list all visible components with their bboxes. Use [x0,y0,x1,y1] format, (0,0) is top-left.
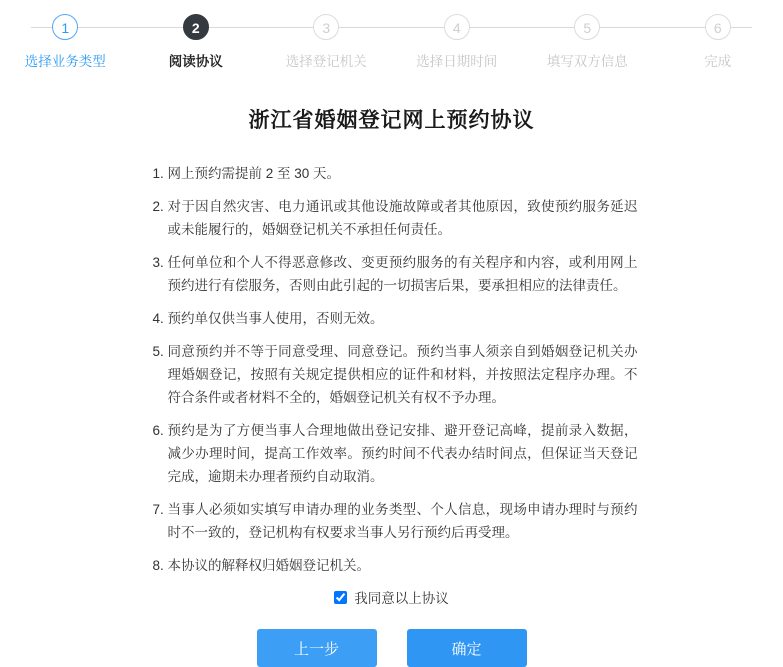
progress-stepper [0,0,783,78]
list-item: 1. 网上预约需提前 2 至 30 天。 [168,162,638,185]
agreement-terms-list [146,162,638,577]
previous-step-button[interactable]: 上一步 [257,629,377,667]
step-number-1: 1 [52,14,78,40]
step-item-4[interactable] [392,0,523,70]
step-number-3: 3 [313,14,339,40]
page-title: 浙江省婚姻登记网上预约协议 [0,104,783,134]
step-number-2: 2 [183,14,209,40]
agree-checkbox-row[interactable] [0,587,783,607]
step-label-3: 选择登记机关 [286,50,367,70]
step-item-3[interactable] [261,0,392,70]
step-label-2: 阅读协议 [169,50,223,70]
list-item: 5. 同意预约并不等于同意受理、同意登记。预约当事人须亲自到婚姻登记机关办理婚姻登记，按照有关规定提供相应的证件和材料，并按照法定程序办理。不符合条件或者材料不全的，婚姻登记机关有权不予办理。 [168,340,638,409]
action-buttons [0,629,783,667]
list-item: 4. 预约单仅供当事人使用，否则无效。 [168,307,638,330]
step-number-5: 5 [574,14,600,40]
list-item: 7. 当事人必须如实填写申请办理的业务类型、个人信息，现场申请办理时与预约时不一致的，登记机构有权要求当事人另行预约后再受理。 [168,498,638,544]
list-item: 8. 本协议的解释权归婚姻登记机关。 [168,554,638,577]
step-label-6: 完成 [704,50,731,70]
list-item: 2. 对于因自然灾害、电力通讯或其他设施故障或者其他原因，致使预约服务延迟或未能履行的，婚姻登记机关不承担任何责任。 [168,195,638,241]
step-label-5: 填写双方信息 [547,50,628,70]
list-item: 6. 预约是为了方便当事人合理地做出登记安排、避开登记高峰，提前录入数据，减少办理时间，提高工作效率。预约时间不代表办结时间点，但保证当天登记完成，逾期未办理者预约自动取消。 [168,419,638,488]
stepper-items [0,0,783,70]
list-item: 3. 任何单位和个人不得恶意修改、变更预约服务的有关程序和内容，或利用网上预约进行有偿服务，否则由此引起的一切损害后果，要承担相应的法律责任。 [168,251,638,297]
agreement-panel [0,104,783,667]
step-label-1: 选择业务类型 [25,50,106,70]
step-label-4: 选择日期时间 [416,50,497,70]
step-item-2[interactable] [131,0,262,70]
agree-checkbox[interactable] [334,591,347,604]
confirm-button[interactable]: 确定 [407,629,527,667]
agree-checkbox-label: 我同意以上协议 [354,587,449,607]
step-item-6[interactable] [653,0,783,70]
step-item-5[interactable] [522,0,653,70]
step-number-4: 4 [444,14,470,40]
step-item-1[interactable] [0,0,131,70]
step-number-6: 6 [705,14,731,40]
